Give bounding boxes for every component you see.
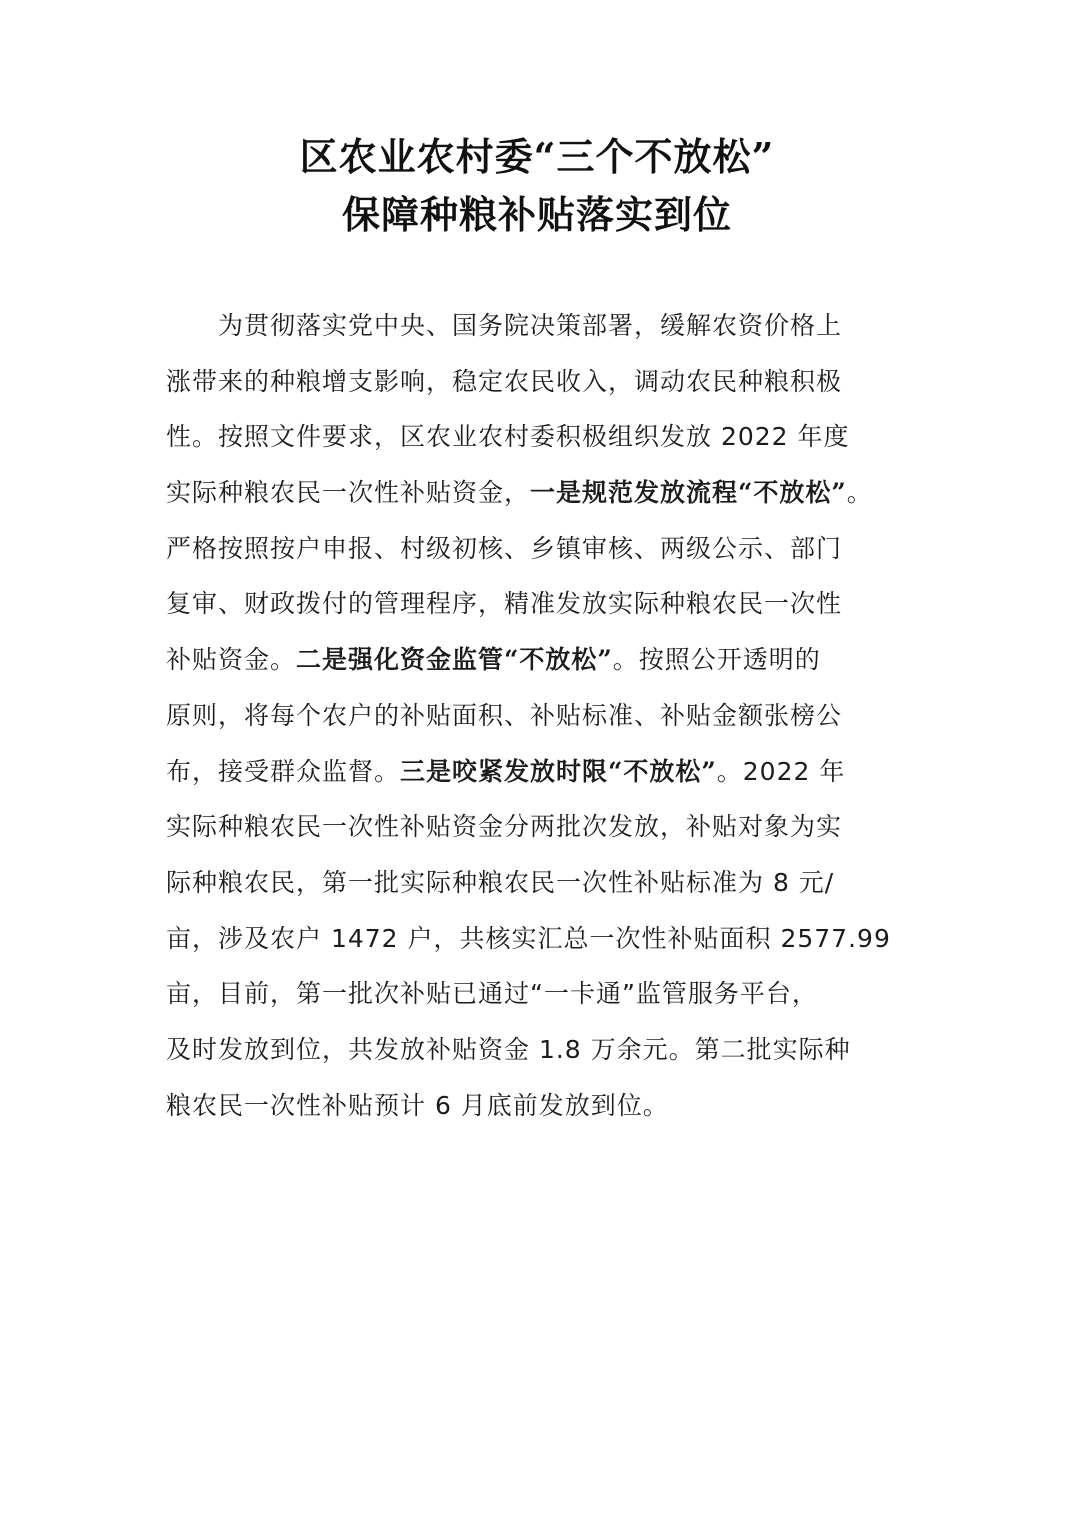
text-segment: 。 xyxy=(846,478,873,508)
text-line xyxy=(166,799,926,855)
text-segment: 亩，目前，第一批次补贴已通过“一卡通”监管服务平台， xyxy=(166,979,818,1009)
text-segment: 复审、财政拨付的管理程序，精准发放实际种粮农民一次性 xyxy=(166,589,843,619)
text-segment: 为贯彻落实党中央、国务院决策部署，缓解农资价格上 xyxy=(218,311,843,340)
body-paragraph xyxy=(166,298,926,1133)
text-line xyxy=(166,409,926,465)
text-line xyxy=(166,855,926,911)
text-segment: 补贴资金。 xyxy=(166,645,297,675)
text-segment: 。2022 年 xyxy=(716,756,846,786)
text-line xyxy=(166,576,926,632)
text-segment: 严格按照按户申报、村级初核、乡镇审核、两级公示、部门 xyxy=(166,533,843,563)
text-line xyxy=(166,911,926,967)
text-segment: 及时发放到位，共发放补贴资金 1.8 万余元。第二批实际种 xyxy=(166,1034,851,1064)
text-segment: 粮农民一次性补贴预计 6 月底前发放到位。 xyxy=(166,1090,669,1120)
text-line xyxy=(166,521,926,577)
text-segment: 原则，将每个农户的补贴面积、补贴标准、补贴金额张榜公 xyxy=(166,700,843,730)
text-line xyxy=(166,688,926,744)
text-line xyxy=(166,744,926,800)
text-line xyxy=(166,1022,926,1078)
text-segment: 实际种粮农民一次性补贴资金， xyxy=(166,478,531,508)
text-segment: 亩，涉及农户 1472 户，共核实汇总一次性补贴面积 2577.99 xyxy=(166,923,891,953)
text-segment: 际种粮农民，第一批实际种粮农民一次性补贴标准为 8 元/ xyxy=(166,867,835,897)
text-line xyxy=(166,465,926,521)
text-line xyxy=(166,1078,926,1134)
bold-text-segment: 三是咬紧发放时限“不放松” xyxy=(400,756,717,786)
title-line-1: 区农业农村委“三个不放松” xyxy=(299,134,775,179)
text-line xyxy=(166,354,926,410)
title-line-2: 保障种粮补贴落实到位 xyxy=(341,192,732,237)
text-segment: 。按照公开透明的 xyxy=(612,645,821,675)
bold-text-segment: 一是规范发放流程“不放松” xyxy=(530,478,847,508)
text-segment: 布，接受群众监督。 xyxy=(166,756,401,786)
text-segment: 涨带来的种粮增支影响，稳定农民收入，调动农民种粮积极 xyxy=(166,366,843,396)
bold-text-segment: 二是强化资金监管“不放松” xyxy=(296,645,613,675)
text-line xyxy=(166,632,926,688)
document-title xyxy=(0,128,1074,244)
text-line xyxy=(166,298,926,354)
text-segment: 性。按照文件要求，区农业农村委积极组织发放 2022 年度 xyxy=(166,422,850,452)
text-segment: 实际种粮农民一次性补贴资金分两批次发放，补贴对象为实 xyxy=(166,812,843,842)
text-line xyxy=(166,966,926,1022)
